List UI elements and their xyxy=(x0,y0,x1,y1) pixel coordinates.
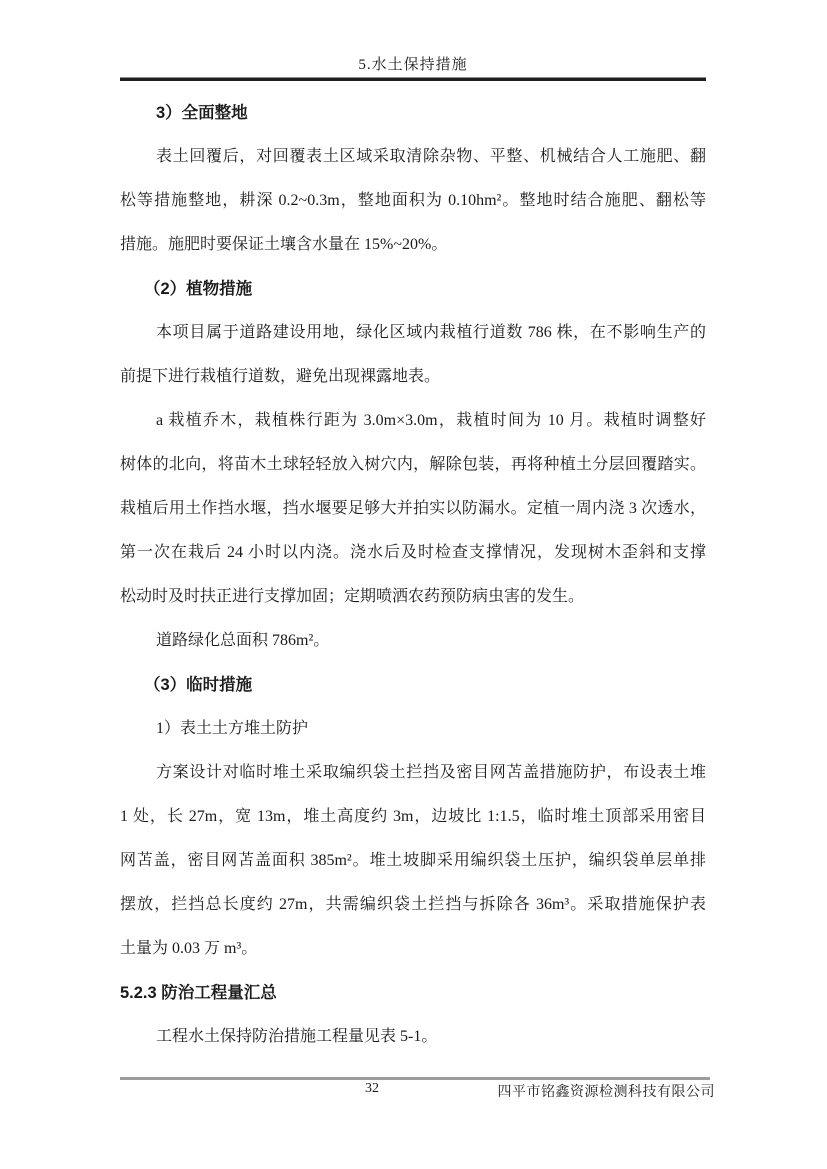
paragraph-line: 树体的北向，将苗木土球轻轻放入树穴内，解除包装，再将种植土分层回覆踏实。 xyxy=(120,456,706,473)
document-body xyxy=(120,91,706,1059)
heading-line: （2）植物措施 xyxy=(144,280,253,298)
paragraph-line: 方案设计对临时堆土采取编织袋土拦挡及密目网苫盖措施防护，布设表土堆 xyxy=(156,764,706,781)
heading-line: （3）临时措施 xyxy=(144,676,253,694)
heading-line: 3）全面整地 xyxy=(156,104,248,122)
header-rule xyxy=(120,77,706,81)
section-heading: 5.2.3 防治工程量汇总 xyxy=(120,984,277,1002)
paragraph-line: 工程水土保持防治措施工程量见表 5-1。 xyxy=(156,1028,438,1045)
paragraph-line: 栽植后用土作挡水堰，挡水堰要足够大并拍实以防漏水。定植一周内浇 3 次透水， xyxy=(120,500,706,517)
paragraph-line: 土量为 0.03 万 m³。 xyxy=(120,940,258,957)
page-number: 32 xyxy=(365,1081,379,1096)
paragraph-line: 松动时及时扶正进行支撑加固；定期喷洒农药预防病虫害的发生。 xyxy=(120,588,585,605)
paragraph-line: 措施。施肥时要保证土壤含水量在 15%~20%。 xyxy=(120,236,448,253)
footer-rule xyxy=(120,1077,710,1080)
paragraph-line: 前提下进行栽植行道数，避免出现裸露地表。 xyxy=(120,368,441,385)
paragraph-line: 表土回覆后，对回覆表土区域采取清除杂物、平整、机械结合人工施肥、翻 xyxy=(156,148,706,165)
page-header-title: 5.水土保持措施 xyxy=(358,57,468,73)
paragraph-line: 道路绿化总面积 786m²。 xyxy=(156,632,330,649)
paragraph-line: 本项目属于道路建设用地，绿化区域内栽植行道数 786 株，在不影响生产的 xyxy=(156,324,706,341)
paragraph-line: 网苫盖，密目网苫盖面积 385m²。堆土坡脚采用编织袋土压护，编织袋单层单排 xyxy=(120,852,706,869)
paragraph-line: 1 处，长 27m，宽 13m，堆土高度约 3m，边坡比 1:1.5，临时堆土顶部采用密目 xyxy=(120,808,706,825)
paragraph-line: 松等措施整地，耕深 0.2~0.3m，整地面积为 0.10hm²。整地时结合施肥、翻松等 xyxy=(120,192,706,209)
paragraph-line: 第一次在栽后 24 小时以内浇。浇水后及时检查支撑情况，发现树木歪斜和支撑 xyxy=(120,544,706,561)
company-name: 四平市铭鑫资源检测科技有限公司 xyxy=(497,1085,715,1100)
paragraph-line: a 栽植乔木，栽植株行距为 3.0m×3.0m，栽植时间为 10 月。栽植时调整好 xyxy=(156,412,706,429)
paragraph-line: 1）表土土方堆土防护 xyxy=(156,720,309,737)
paragraph-line: 摆放，拦挡总长度约 27m，共需编织袋土拦挡与拆除各 36m³。采取措施保护表 xyxy=(120,896,706,913)
